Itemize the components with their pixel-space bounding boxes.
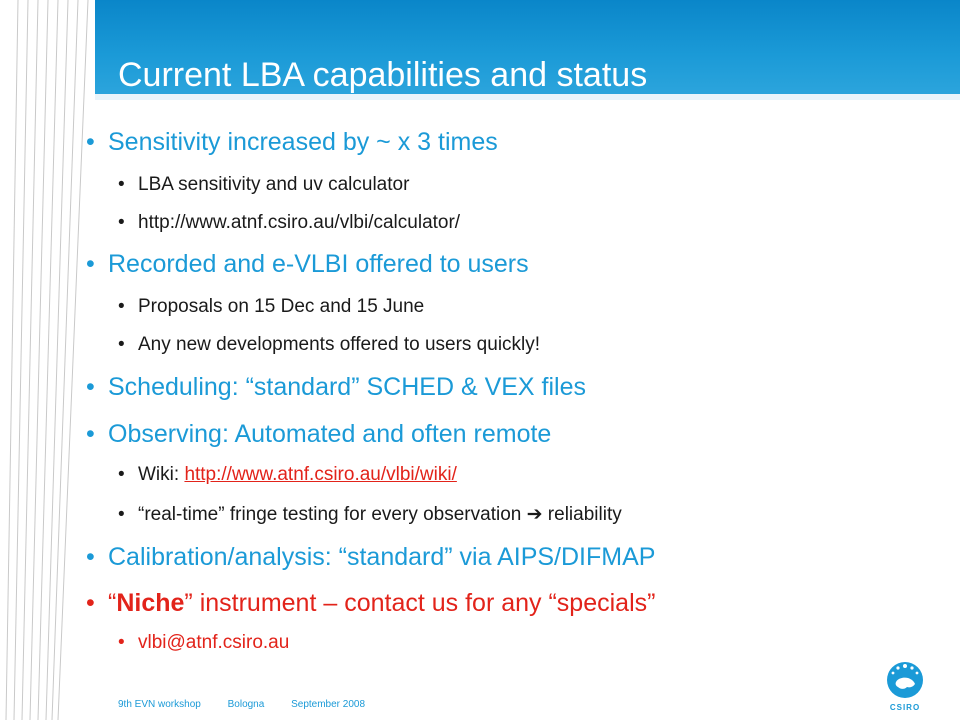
slide-title: Current LBA capabilities and status [118,56,648,94]
bullet-icon: • [118,632,125,653]
footer-date: September 2008 [291,699,366,710]
sub-bullet-text: LBA sensitivity and uv calculator [138,174,410,195]
sub-bullet-fringe-testing [118,503,622,526]
bullet-text: Scheduling: “standard” SCHED & VEX files [108,373,586,401]
sub-bullet-text: Any new developments offered to users quickly! [138,334,541,355]
sub-bullet-text: “real-time” fringe testing for every observation [138,504,527,525]
bullet-icon: • [118,334,125,355]
bullet-icon: • [118,504,125,525]
bullet-niche [86,589,655,618]
bullet-calibration [86,543,655,572]
bullet-text: “ [108,589,117,617]
bullet-icon: • [86,420,95,448]
sub-bullet-text: Proposals on 15 Dec and 15 June [138,296,425,317]
contact-email: vlbi@atnf.csiro.au [138,632,290,653]
bullet-icon: • [86,589,95,617]
wiki-link[interactable]: http://www.atnf.csiro.au/vlbi/wiki/ [184,464,457,485]
sub-bullet-calculator [118,174,409,196]
bullet-scheduling [86,373,586,402]
sub-bullet-wiki [118,464,457,486]
bullet-icon: • [118,296,125,317]
sub-bullet-developments [118,334,540,356]
bullet-text: Sensitivity increased by ~ x 3 times [108,128,498,156]
bullet-text: ” instrument – contact us for any “specials” [184,589,656,617]
bullet-observing [86,420,551,449]
sub-bullet-text: Wiki: [138,464,185,485]
sub-bullet-proposals [118,296,424,318]
footer-event: 9th EVN workshop [118,699,201,710]
bullet-icon: • [118,212,125,233]
sub-bullet-text: reliability [542,504,622,525]
bullet-icon: • [86,373,95,401]
footer [118,699,389,710]
bullet-text: Observing: Automated and often remote [108,420,552,448]
sub-bullet-calculator-url [118,212,460,234]
bullet-icon: • [86,128,95,156]
sub-bullet-email [118,632,289,654]
arrow-icon: ➔ [526,504,543,525]
footer-location: Bologna [227,699,265,710]
bullet-icon: • [86,250,95,278]
bullet-icon: • [118,174,125,195]
csiro-logo [880,660,930,712]
bullet-icon: • [86,543,95,571]
bullet-sensitivity [86,128,498,157]
sub-bullet-text: http://www.atnf.csiro.au/vlbi/calculator/ [138,212,461,233]
bullet-text: Calibration/analysis: “standard” via AIPS/DIFMAP [108,543,656,571]
bullet-evlbi [86,250,529,279]
bullet-text: Recorded and e-VLBI offered to users [108,250,529,278]
bullet-icon: • [118,464,125,485]
logo-wordmark: CSIRO [889,703,921,712]
niche-emphasis: Niche [116,589,185,617]
